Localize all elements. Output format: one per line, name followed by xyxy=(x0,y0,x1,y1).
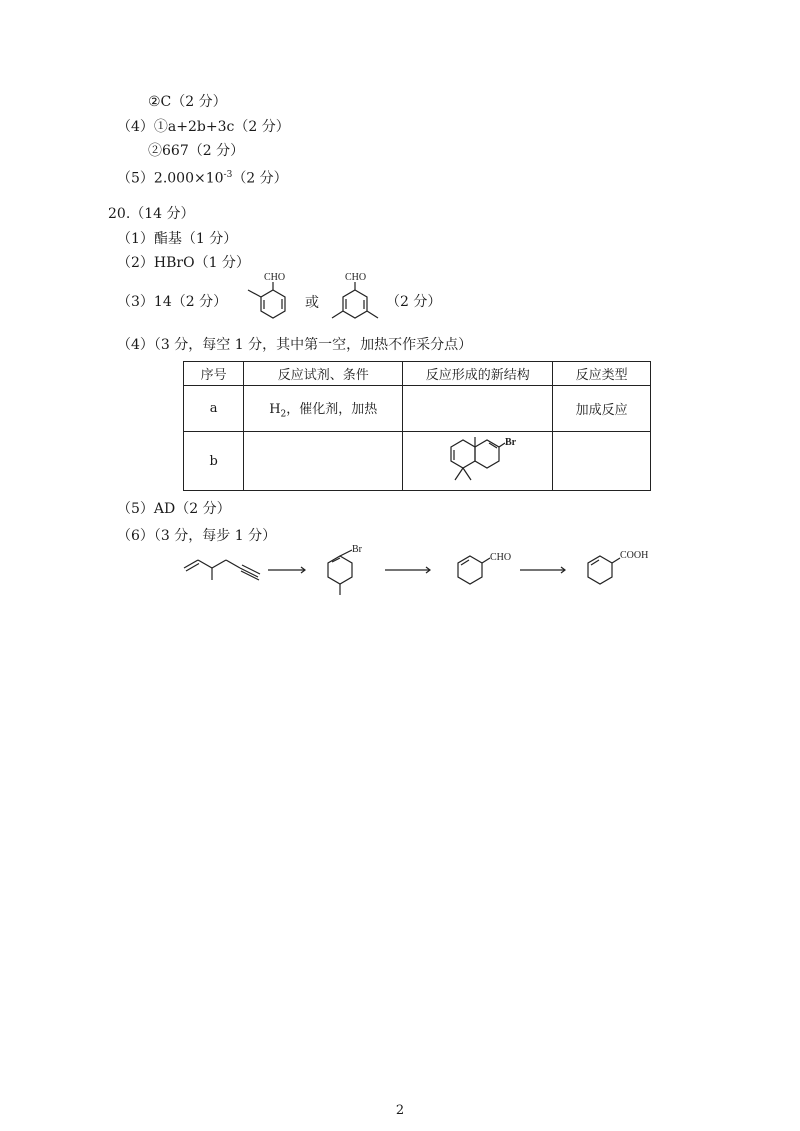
cyclohexene-carboxylic-acid xyxy=(588,550,648,584)
row-reagent xyxy=(244,432,403,491)
start-enyne xyxy=(184,560,260,580)
answer-5-score: （2 分） xyxy=(232,170,288,187)
row-type: 加成反应 xyxy=(553,386,651,432)
structure-3-5-dimethylbenzaldehyde xyxy=(325,272,385,332)
cho-label: CHO xyxy=(264,272,286,283)
reaction-table xyxy=(183,361,651,491)
cho-label: CHO xyxy=(345,272,367,283)
page-number: 2 xyxy=(395,1103,405,1118)
table-row xyxy=(184,432,651,491)
answer-line-5 xyxy=(117,166,288,188)
row-reagent: $H_2$，催化剂，加热 xyxy=(244,386,403,432)
answer-20-3-score: （2 分） xyxy=(386,294,442,310)
structure-3-methylbenzaldehyde xyxy=(245,272,305,332)
synthesis-route xyxy=(180,540,660,615)
question-20-heading: 20.（14 分） xyxy=(108,206,195,222)
br-label: Br xyxy=(352,544,362,555)
answer-20-4-intro: （4）（3 分，每空 1 分，其中第一空，加热不作采分点） xyxy=(117,337,473,353)
answer-20-1: （1）酯基（1 分） xyxy=(117,231,238,247)
cyclohexene-carbaldehyde xyxy=(458,552,511,584)
answer-5-value: （5）2.000×10 xyxy=(117,170,224,187)
answer-line-4-2: ②667（2 分） xyxy=(148,143,245,159)
table-row xyxy=(184,386,651,432)
row-id: b xyxy=(184,432,244,491)
table-header-row xyxy=(184,362,651,386)
answer-line-4-1: （4）①a+2b+3c（2 分） xyxy=(117,119,290,135)
answer-20-5: （5）AD（2 分） xyxy=(117,501,231,517)
table-header: 反应类型 xyxy=(553,362,651,386)
table-header: 序号 xyxy=(184,362,244,386)
row-structure xyxy=(403,386,553,432)
answer-5-exponent: -3 xyxy=(223,170,233,180)
answer-line-4-2-c: ②C（2 分） xyxy=(148,94,227,110)
answer-20-3-or: 或 xyxy=(305,295,319,311)
table-header: 反应试剂、条件 xyxy=(244,362,403,386)
row-id: a xyxy=(184,386,244,432)
answer-20-6: （6）（3 分，每步 1 分） xyxy=(117,528,277,544)
row-type xyxy=(553,432,651,491)
br-label: Br xyxy=(504,437,516,448)
table-header: 反应形成的新结构 xyxy=(403,362,553,386)
structure-bromo-bicyclic-diene xyxy=(433,433,523,489)
cho-label: CHO xyxy=(490,552,512,563)
bromo-methylcyclohexene xyxy=(328,544,363,595)
answer-20-2: （2）HBrO（1 分） xyxy=(117,255,250,271)
row-structure xyxy=(403,432,553,491)
cooh-label: COOH xyxy=(620,550,649,561)
answer-20-3: （3）14（2 分） xyxy=(117,294,228,310)
